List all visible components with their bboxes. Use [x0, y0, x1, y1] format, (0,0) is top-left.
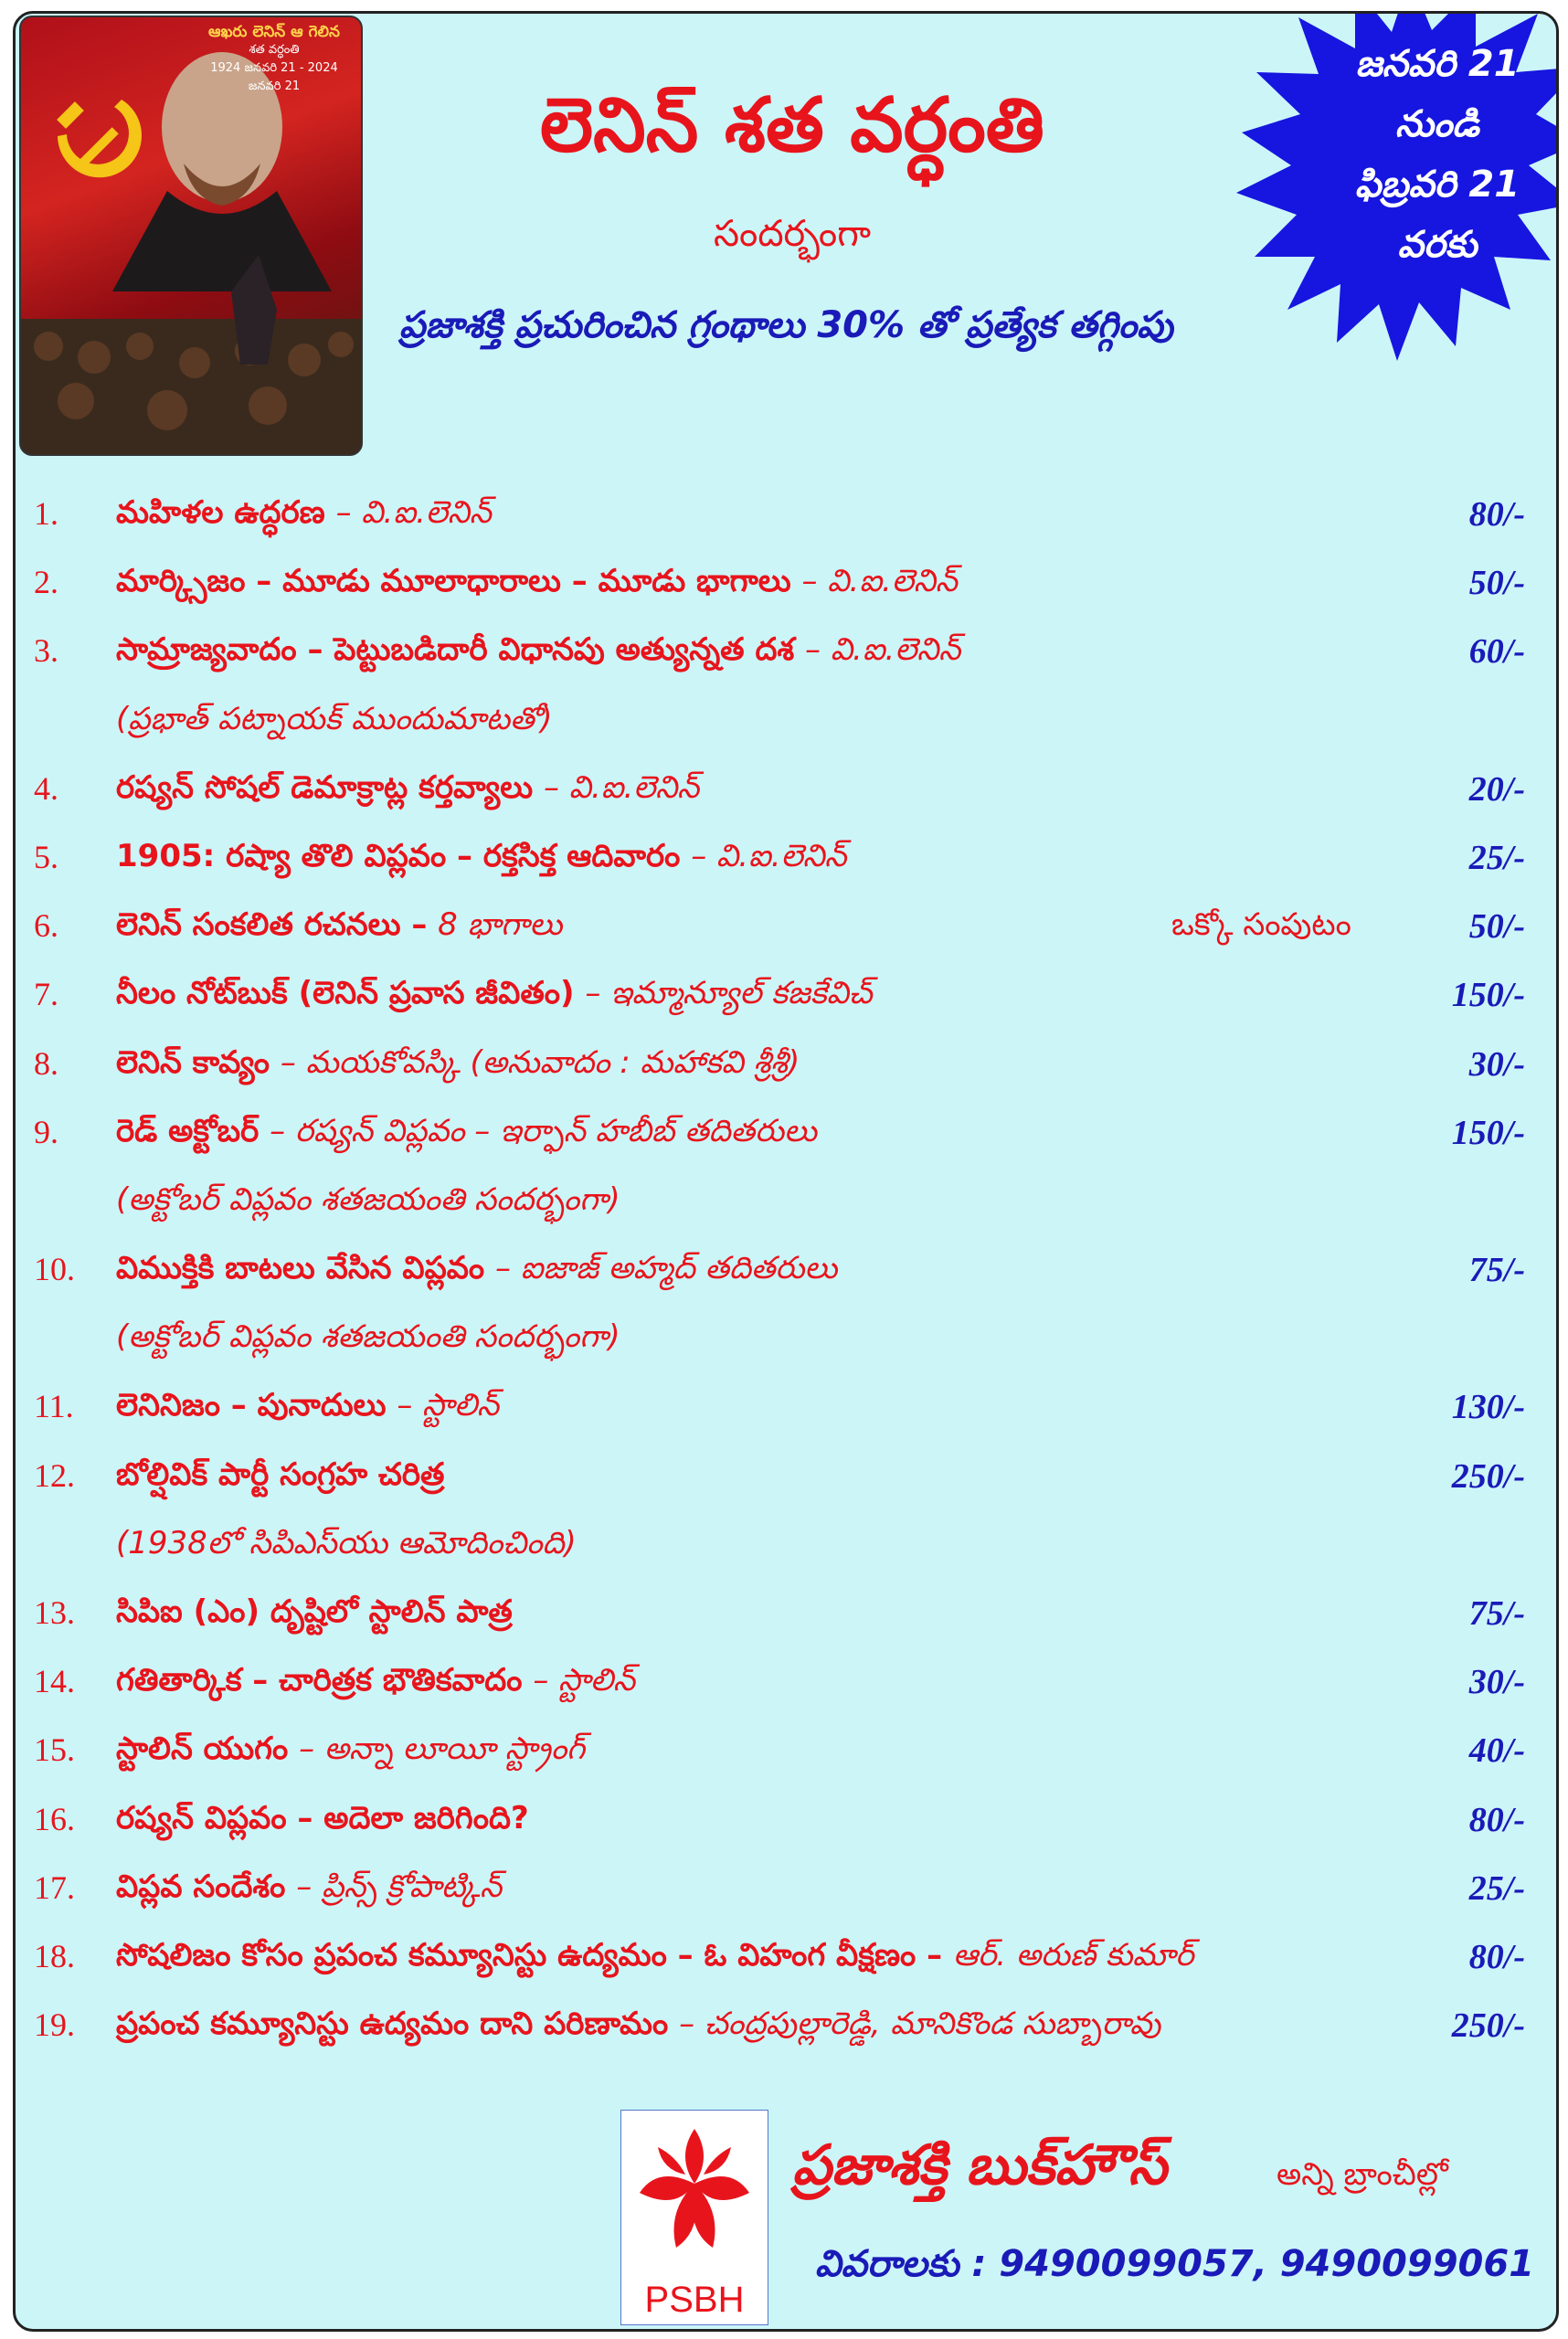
book-price: 25/-: [1468, 1868, 1525, 1908]
book-row: [16, 548, 1556, 617]
page-title: లెనిన్ శత వర్ధంతి: [540, 82, 1044, 169]
book-number: 15.: [34, 1731, 75, 1769]
book-note-row: [16, 1510, 1556, 1579]
book-number: 18.: [34, 1937, 75, 1974]
book-price: 250/-: [1451, 2006, 1525, 2046]
book-row: [16, 1922, 1556, 1991]
promo-line3: ఫిబ్రవరి 21: [1354, 164, 1520, 206]
book-number: 10.: [34, 1251, 75, 1288]
book-title-text: మార్క్సిజం – మూడు మూలాధారాలు – మూడు భాగాలు: [116, 563, 791, 600]
book-number: 1.: [34, 495, 58, 532]
book-number: 7.: [34, 976, 58, 1013]
book-price: 30/-: [1468, 1663, 1525, 1702]
book-title-text: లెనినిజం – పునాదులు: [116, 1387, 387, 1424]
book-title-text: గతితార్కిక – చారిత్రక భౌతికవాదం: [116, 1662, 523, 1699]
book-author: – వి.ఐ.లెనిన్: [691, 837, 847, 874]
book-author: 8 భాగాలు: [438, 906, 563, 944]
book-note-row: [16, 686, 1556, 755]
book-row: [16, 1991, 1556, 2059]
book-author: – ఐజాజ్ అహ్మద్ తదితరులు: [495, 1250, 838, 1287]
book-note: (ప్రభాత్ పట్నాయక్ ముందుమాటతో): [116, 700, 553, 737]
book-price: 75/-: [1468, 1251, 1525, 1290]
book-title: [116, 1456, 444, 1500]
book-author: – వి.ఐ.లెనిన్: [543, 768, 700, 806]
book-number: 3.: [34, 632, 58, 670]
brand-branches: అన్ని బ్రాంచీల్లో: [1277, 2156, 1448, 2193]
book-row: [16, 617, 1556, 685]
book-author: – రష్యన్ విప్లవం – ఇర్ఫాన్ హబీబ్ తదితరులు: [270, 1112, 817, 1149]
book-number: 8.: [34, 1044, 58, 1082]
book-note-row: [16, 1167, 1556, 1235]
book-title-text: మహిళల ఉద్ధరణ: [116, 494, 325, 531]
book-row: [16, 1372, 1556, 1441]
book-row: [16, 1854, 1556, 1922]
poster-caption-line2: శత వర్ధంతి: [249, 43, 300, 57]
book-price: 30/-: [1468, 1044, 1525, 1084]
book-author: – అన్నా లూయీ స్ట్రాంగ్: [299, 1730, 586, 1768]
book-title-text: విప్లవ సందేశం: [116, 1868, 286, 1905]
promo-line2: నుండి: [1395, 103, 1479, 145]
hammer-sickle-icon: [57, 100, 142, 177]
book-title: [116, 975, 873, 1019]
book-title-text: లెనిన్ కావ్యం: [116, 1043, 270, 1081]
book-title: [116, 1800, 529, 1844]
book-note: (అక్టోబర్ విప్లవం శతజయంతి సందర్భంగా): [116, 1180, 620, 1218]
book-price: 80/-: [1468, 495, 1525, 534]
book-author: – వి.ఐ.లెనిన్: [335, 494, 492, 531]
poster-caption: [195, 23, 354, 96]
book-row: [16, 1098, 1556, 1167]
book-title-text: లెనిన్ సంకలిత రచనలు –: [116, 906, 439, 944]
book-author: – ఇమ్మాన్యూల్ కజకేవిచ్: [585, 975, 873, 1012]
book-author: ఆర్. అరుణ్ కుమార్: [952, 1936, 1194, 1974]
promo-line1: జనవరి 21: [1355, 43, 1520, 85]
per-volume-label: ఒక్కో సంపుటం: [1171, 906, 1351, 944]
psbh-logo: [620, 2110, 768, 2325]
book-row: [16, 1716, 1556, 1784]
book-title: [116, 1250, 837, 1294]
book-title: [116, 1387, 499, 1431]
book-price: 40/-: [1468, 1731, 1525, 1771]
book-title: [116, 2006, 1160, 2049]
lenin-poster-image: [19, 16, 363, 456]
book-price: 80/-: [1468, 1937, 1525, 1976]
book-title-text: సామ్రాజ్యవాదం – పెట్టుబడిదారీ విధానపు అత్యున్నత దశ: [116, 631, 795, 669]
book-author: – వి.ఐ.లెనిన్: [805, 631, 961, 669]
logo-text: PSBH: [644, 2280, 745, 2320]
book-price: 60/-: [1468, 632, 1525, 672]
book-price: 80/-: [1468, 1800, 1525, 1839]
book-title-text: రెడ్ అక్టోబర్: [116, 1112, 260, 1149]
book-number: 16.: [34, 1800, 75, 1837]
poster-caption-line1: ఆఖరు లెనిన్ ఆ గెలిన: [208, 23, 340, 41]
book-price: 20/-: [1468, 769, 1525, 809]
book-title-text: రష్యన్ విప్లవం – అదెలా జరిగింది?: [116, 1799, 529, 1836]
book-number: 12.: [34, 1456, 75, 1494]
book-price: 25/-: [1468, 838, 1525, 877]
book-row: [16, 480, 1556, 548]
book-title-text: సిపిఐ (ఎం) దృష్టిలో స్టాలిన్ పాత్ర: [116, 1593, 513, 1630]
book-price: 250/-: [1451, 1456, 1525, 1496]
book-number: 2.: [34, 564, 58, 601]
book-title-text: ప్రపంచ కమ్యూనిస్టు ఉద్యమం దాని పరిణామం: [116, 2006, 669, 2043]
book-title: [116, 1113, 817, 1157]
book-row: [16, 823, 1556, 892]
book-title: [116, 838, 846, 882]
book-title: [116, 631, 960, 675]
book-price: 130/-: [1451, 1388, 1525, 1427]
book-number: 14.: [34, 1663, 75, 1700]
book-row: [16, 1785, 1556, 1854]
book-title: [116, 1937, 1193, 1981]
book-list: [16, 480, 1556, 2059]
book-price: 150/-: [1451, 976, 1525, 1015]
book-title-text: 1905: రష్యా తొలి విప్లవం – రక్తసిక్త ఆదివారం: [116, 837, 681, 874]
page-subtitle: సందర్భంగా: [713, 213, 872, 255]
book-note: (అక్టోబర్ విప్లవం శతజయంతి సందర్భంగా): [116, 1318, 620, 1356]
book-title: [116, 1868, 502, 1912]
contact-numbers: వివరాలకు : 9490099057, 9490099061: [815, 2243, 1535, 2285]
book-title-text: స్టాలిన్ యుగం: [116, 1730, 289, 1768]
book-row: [16, 892, 1556, 960]
book-row: [16, 755, 1556, 823]
book-number: 19.: [34, 2006, 75, 2044]
book-title: [116, 1593, 513, 1637]
book-title: [116, 1662, 635, 1706]
book-author: – చంద్రపుల్లారెడ్డి, మానికొండ సుబ్బారావు: [679, 2006, 1161, 2043]
book-row: [16, 960, 1556, 1029]
book-author: – వి.ఐ.లెనిన్: [801, 563, 958, 600]
book-title: [116, 1044, 800, 1088]
book-title: [116, 1730, 585, 1774]
book-title-text: బోల్షివిక్ పార్టీ సంగ్రహ చరిత్ర: [116, 1455, 445, 1493]
book-title: [116, 769, 699, 813]
brand-name: ప్రజాశక్తి బుక్‌హౌస్: [792, 2133, 1167, 2197]
book-author: – స్టాలిన్: [533, 1662, 635, 1699]
book-title-text: విముక్తికి బాటలు వేసిన విప్లవం: [116, 1250, 485, 1287]
book-row: [16, 1579, 1556, 1647]
promo-line4: వరకు: [1397, 224, 1478, 266]
book-price: 75/-: [1468, 1594, 1525, 1633]
book-number: 6.: [34, 907, 58, 945]
book-price: 50/-: [1468, 907, 1525, 947]
book-title: [116, 563, 958, 607]
book-number: 13.: [34, 1594, 75, 1631]
book-row: [16, 1647, 1556, 1716]
book-price: 50/-: [1468, 564, 1525, 603]
book-title-text: రష్యన్ సోషల్ డెమాక్రాట్ల కర్తవ్యాలు: [116, 768, 534, 806]
book-number: 11.: [34, 1388, 74, 1425]
flower-logo-icon: [621, 2111, 768, 2275]
book-title-text: నీలం నోట్‌బుక్ (లెనిన్ ప్రవాస జీవితం): [116, 975, 575, 1012]
book-title: [116, 494, 492, 538]
poster-caption-line3: 1924 జనవరి 21 - 2024 జనవరి 21: [210, 61, 338, 93]
book-row: [16, 1030, 1556, 1098]
book-row: [16, 1442, 1556, 1510]
book-number: 17.: [34, 1868, 75, 1906]
book-note-row: [16, 1304, 1556, 1372]
book-number: 9.: [34, 1113, 58, 1150]
book-row: [16, 1235, 1556, 1304]
book-author: – స్టాలిన్: [397, 1387, 500, 1424]
book-price: 150/-: [1451, 1113, 1525, 1152]
promo-dates: [1328, 34, 1547, 275]
advertisement-page: [13, 11, 1559, 2332]
book-note: (1938లో సిపిఎస్‌యు ఆమోదించింది): [116, 1524, 577, 1561]
discount-offer: ప్రజాశక్తి ప్రచురించిన గ్రంథాలు 30% తో ప్రత్యేక తగ్గింపు: [399, 304, 1174, 346]
book-author: – మయకోవస్కి (అనువాదం : మహాకవి శ్రీశ్రీ): [280, 1043, 800, 1081]
book-author: – ప్రిన్స్ క్రోపాట్కిన్: [296, 1868, 503, 1905]
book-number: 5.: [34, 838, 58, 875]
book-number: 4.: [34, 769, 58, 807]
book-title: [116, 906, 562, 950]
book-title-text: సోషలిజం కోసం ప్రపంచ కమ్యూనిస్టు ఉద్యమం – ఓ విహంగ వీక్షణం –: [116, 1936, 943, 1974]
